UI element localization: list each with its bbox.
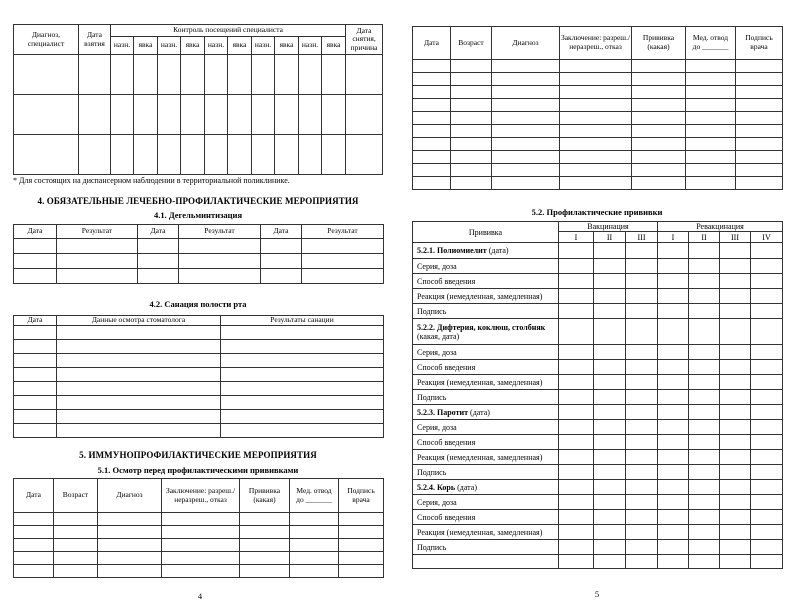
header-attended: явка (228, 37, 252, 55)
table-row (14, 95, 383, 135)
group-suffix: (дата) (468, 407, 490, 417)
header-result: Результат (302, 225, 384, 239)
table-row (413, 73, 783, 86)
table-row (413, 555, 783, 569)
table-row (14, 135, 383, 175)
table-row (14, 326, 384, 340)
header-assigned: назн. (252, 37, 275, 55)
table-row (413, 86, 783, 99)
row-label: Серия, доза (413, 259, 559, 274)
row-label: Подпись (413, 390, 559, 405)
table-row (413, 420, 783, 435)
table-row (413, 375, 783, 390)
exam-table-left (13, 478, 384, 578)
row-label: Подпись (413, 465, 559, 480)
row-label: Серия, доза (413, 420, 559, 435)
table-row (413, 125, 783, 138)
table-row (413, 177, 783, 190)
header-diagnosis: Диагноз (492, 27, 560, 60)
header-date-removed: Дата снятия, причина (346, 25, 383, 55)
header-result: Результат (179, 225, 261, 239)
table-row (413, 495, 783, 510)
header-exemption (686, 27, 736, 60)
header-assigned: назн. (111, 37, 134, 55)
header-sanation-results: Результаты санации (221, 316, 384, 326)
header-attended: явка (275, 37, 299, 55)
header-vaccine: Прививка (какая) (632, 27, 686, 60)
page-number: 4 (197, 591, 203, 601)
header-assigned: назн. (158, 37, 181, 55)
group-suffix: (какая, дата) (417, 331, 460, 341)
vaccine-group-header (413, 319, 783, 345)
section-title: 5. ИММУНОПРОФИЛАКТИЧЕСКИЕ МЕРОПРИЯТИЯ (79, 450, 317, 460)
table-row (413, 304, 783, 319)
header-attended: явка (322, 37, 346, 55)
header-attended: явка (134, 37, 158, 55)
table-row (14, 254, 384, 269)
header-diagnosis: Диагноз, специалист (14, 25, 79, 55)
header-vac-3: III (626, 232, 658, 243)
footnote: * Для состоящих на диспансерном наблюдении в территориальной поликлинике. (13, 176, 290, 185)
table-row (14, 552, 384, 565)
header-revac-1: I (658, 232, 689, 243)
table-row (413, 390, 783, 405)
group-title: 5.2.4. Корь (417, 482, 456, 492)
header-date: Дата (14, 225, 57, 239)
table-row (14, 396, 384, 410)
table-row (14, 513, 384, 526)
header-age: Возраст (451, 27, 492, 60)
exemption-label: Мед. отвод (692, 33, 729, 43)
table-row (14, 382, 384, 396)
header-assigned: назн. (205, 37, 228, 55)
exemption-label: Мед. отвод (296, 485, 332, 495)
vaccine-group-header (413, 480, 783, 495)
table-row (14, 565, 384, 578)
table-row (413, 450, 783, 465)
table-row (14, 55, 383, 95)
subsection-title: 4.2. Санация полости рта (149, 299, 247, 309)
table-row (413, 510, 783, 525)
header-visit-control: Контроль посещений специалиста (111, 25, 346, 37)
table-row (413, 138, 783, 151)
row-label: Способ введения (413, 274, 559, 289)
header-age: Возраст (54, 479, 98, 513)
header-vaccine: Прививка (413, 222, 559, 243)
header-date: Дата (138, 225, 179, 239)
header-revac-3: III (720, 232, 751, 243)
table-row (413, 164, 783, 177)
header-revac-4: IV (751, 232, 783, 243)
table-row (413, 112, 783, 125)
header-conclusion: Заключение: разреш./неразреш., отказ (560, 27, 632, 60)
header-date-taken: Дата взятия (79, 25, 111, 55)
group-suffix: (дата) (486, 246, 509, 256)
vaccine-group-header (413, 405, 783, 420)
header-vaccination: Вакцинация (559, 222, 658, 232)
table-row (413, 274, 783, 289)
header-signature: Подпись врача (736, 27, 783, 60)
table-row (14, 526, 384, 539)
exemption-until: до _______ (692, 42, 729, 51)
row-label: Подпись (413, 540, 559, 555)
row-label: Способ введения (413, 435, 559, 450)
sanation-table (13, 315, 384, 438)
table-row (14, 354, 384, 368)
row-label: Способ введения (413, 360, 559, 375)
table-row (413, 259, 783, 274)
row-label: Реакция (немедленная, замедленная) (413, 525, 559, 540)
table-row (14, 539, 384, 552)
header-result: Результат (57, 225, 138, 239)
subsection-title: 5.2. Профилактические прививки (531, 207, 663, 217)
subsection-title: 4.1. Дегельминтизация (153, 210, 243, 220)
header-vaccine: Прививка (какая) (240, 479, 290, 513)
exam-table-right (412, 26, 783, 190)
table-row (413, 345, 783, 360)
header-revaccination: Ревакцинация (658, 222, 783, 232)
table-row (413, 540, 783, 555)
page-number: 5 (594, 589, 600, 599)
table-row (413, 151, 783, 164)
header-vac-2: II (594, 232, 626, 243)
table-row (413, 289, 783, 304)
dispensary-table (13, 24, 383, 175)
group-title: 5.2.3. Паротит (417, 407, 469, 417)
table-row (14, 424, 384, 438)
table-row (14, 340, 384, 354)
row-label: Подпись (413, 304, 559, 319)
vaccine-group-header (413, 243, 783, 259)
table-row (413, 465, 783, 480)
table-row (14, 239, 384, 254)
header-date: Дата (14, 316, 57, 326)
header-exemption (290, 479, 339, 513)
row-label: Серия, доза (413, 495, 559, 510)
deworming-table (13, 224, 384, 284)
vaccination-table (412, 221, 783, 569)
table-row (413, 525, 783, 540)
header-date: Дата (413, 27, 451, 60)
table-row (14, 368, 384, 382)
header-date: Дата (14, 479, 54, 513)
table-row (413, 435, 783, 450)
group-title: 5.2.2. Дифтерия, коклюш, столбняк (417, 322, 546, 332)
row-label: Реакция (немедленная, замедленная) (413, 450, 559, 465)
header-signature: Подпись врача (339, 479, 384, 513)
row-label: Реакция (немедленная, замедленная) (413, 289, 559, 304)
table-row (413, 99, 783, 112)
table-row (14, 410, 384, 424)
row-label: Серия, доза (413, 345, 559, 360)
row-label: Способ введения (413, 510, 559, 525)
header-dentist-exam: Данные осмотра стоматолога (57, 316, 221, 326)
group-title: 5.2.1. Полиомиелит (417, 246, 487, 256)
header-attended: явка (181, 37, 205, 55)
row-label: Реакция (немедленная, замедленная) (413, 375, 559, 390)
header-diagnosis: Диагноз (98, 479, 162, 513)
table-row (413, 60, 783, 73)
subsection-title: 5.1. Осмотр перед профилактическими прививками (97, 465, 299, 475)
header-vac-1: I (559, 232, 594, 243)
header-revac-2: II (689, 232, 720, 243)
table-row (413, 360, 783, 375)
group-suffix: (дата) (455, 482, 477, 492)
header-date: Дата (261, 225, 302, 239)
header-assigned: назн. (299, 37, 322, 55)
header-conclusion: Заключение: разреш./неразреш., отказ (162, 479, 240, 513)
exemption-until: до _______ (296, 494, 332, 504)
section-title: 4. ОБЯЗАТЕЛЬНЫЕ ЛЕЧЕБНО-ПРОФИЛАКТИЧЕСКИЕ МЕРОПРИЯТИЯ (37, 196, 359, 206)
table-row (14, 269, 384, 284)
